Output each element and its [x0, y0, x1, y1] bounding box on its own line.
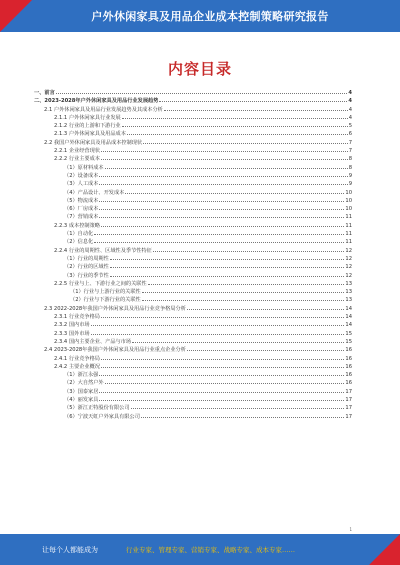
toc-entry[interactable]	[34, 163, 352, 171]
toc-entry[interactable]	[34, 337, 352, 345]
toc-leader-dots	[122, 113, 348, 119]
toc-entry-label: （1）行业与上游行业的关联性	[70, 289, 141, 296]
toc-entry[interactable]	[34, 113, 352, 121]
toc-entry-label: 2.2.5 行业与上、下游行业之间的关联性	[54, 280, 147, 287]
toc-leader-dots	[110, 262, 345, 268]
toc-leader-dots	[99, 171, 347, 177]
toc-entry[interactable]	[34, 129, 352, 137]
toc-entry-page: 10	[345, 206, 352, 213]
toc-leader-dots	[148, 279, 345, 285]
toc-entry-page: 7	[348, 139, 352, 146]
report-title: 户外休闲家具及用品企业成本控制策略研究报告	[91, 10, 329, 23]
toc-entry[interactable]	[34, 229, 352, 237]
toc-leader-dots	[164, 105, 348, 111]
toc-entry-page: 6	[348, 131, 352, 138]
toc-entry-page: 4	[348, 98, 352, 105]
toc-leader-dots	[91, 320, 345, 326]
toc-entry-page: 17	[345, 388, 352, 395]
toc-leader-dots	[99, 370, 344, 376]
toc-entry-label: （1）行业的周期性	[64, 255, 109, 262]
toc-entry[interactable]	[34, 312, 352, 320]
toc-entry-page: 13	[345, 297, 352, 304]
toc-entry[interactable]	[34, 378, 352, 386]
toc-entry-page: 16	[345, 355, 352, 362]
toc-entry[interactable]	[34, 370, 352, 378]
toc-entry-page: 5	[348, 123, 352, 130]
toc-entry-page: 16	[345, 380, 352, 387]
toc-leader-dots	[56, 88, 348, 94]
toc-entry-page: 17	[345, 413, 352, 420]
table-of-contents	[34, 88, 352, 420]
toc-entry-page: 16	[345, 363, 352, 370]
toc-leader-dots	[94, 237, 344, 243]
toc-entry-page: 4	[348, 114, 352, 121]
toc-leader-dots	[101, 362, 344, 368]
toc-entry-page: 14	[345, 314, 352, 321]
toc-entry-page: 17	[345, 405, 352, 412]
footer-slogan: 让每个人都能成为	[42, 546, 98, 554]
toc-entry[interactable]	[34, 221, 352, 229]
toc-entry-label: （5）物流成本	[64, 197, 99, 204]
toc-entry-label: 2.1.1 户外休闲家具行业发展	[54, 114, 121, 121]
toc-entry[interactable]	[34, 88, 352, 96]
toc-entry-label: （5）浙江正特股份有限公司	[64, 405, 130, 412]
footer-red-corner	[369, 534, 400, 565]
toc-leader-dots	[99, 387, 344, 393]
toc-entry-page: 8	[348, 156, 352, 163]
toc-entry-label: （2）大自然户外	[64, 380, 104, 387]
toc-entry-label: （3）国泰家居	[64, 388, 99, 395]
toc-leader-dots	[131, 403, 345, 409]
toc-entry[interactable]	[34, 204, 352, 212]
toc-entry[interactable]	[34, 395, 352, 403]
toc-entry[interactable]	[34, 271, 352, 279]
toc-entry-page: 11	[345, 239, 352, 246]
toc-entry[interactable]	[34, 188, 352, 196]
toc-heading: 内容目录	[167, 60, 232, 78]
toc-entry[interactable]	[34, 254, 352, 262]
toc-leader-dots	[101, 221, 344, 227]
toc-entry[interactable]	[34, 387, 352, 395]
toc-leader-dots	[110, 271, 345, 277]
toc-entry-page: 9	[348, 172, 352, 179]
toc-entry-page: 12	[345, 247, 352, 254]
toc-entry[interactable]	[34, 196, 352, 204]
toc-entry-page: 11	[345, 222, 352, 229]
toc-entry-label: 2.3.4 国内主要企业、产品与市场	[54, 338, 132, 345]
toc-entry-label: 2.2.1 企业经营现状	[54, 148, 100, 155]
toc-entry[interactable]	[34, 96, 352, 104]
footer-roles: 行业专家、管理专家、营销专家、战略专家、成本专家……	[126, 546, 295, 554]
toc-entry-label: 2.2.2 行业主要成本	[54, 156, 100, 163]
toc-entry[interactable]	[34, 262, 352, 270]
toc-entry[interactable]	[34, 287, 352, 295]
toc-leader-dots	[105, 378, 345, 384]
toc-leader-dots	[99, 395, 344, 401]
toc-entry-page: 10	[345, 197, 352, 204]
toc-leader-dots	[122, 121, 348, 127]
toc-leader-dots	[132, 337, 344, 343]
toc-leader-dots	[91, 329, 345, 335]
page-number: 1	[349, 527, 352, 532]
toc-entry-label: （3）行业的季节性	[64, 272, 109, 279]
toc-entry-page: 4	[348, 90, 352, 96]
toc-entry-label: 2.4.2 主要企业概况	[54, 363, 100, 370]
toc-entry[interactable]	[34, 362, 352, 370]
toc-entry-label: 2.1.3 户外休闲家具及用品成本	[54, 131, 126, 138]
toc-entry-label: （2）行业与下游行业的关联性	[70, 297, 141, 304]
toc-entry-label: （1）自动化	[64, 231, 94, 238]
toc-leader-dots	[101, 354, 344, 360]
toc-entry-label: （4）丽发家具	[64, 396, 99, 403]
toc-entry-page: 7	[348, 148, 352, 155]
toc-entry-page: 14	[345, 322, 352, 329]
toc-entry[interactable]	[34, 146, 352, 154]
toc-entry-label: （4）产品设计、开发成本	[64, 189, 125, 196]
toc-entry-page: 4	[348, 106, 352, 113]
toc-entry[interactable]	[34, 246, 352, 254]
toc-entry-label: 2.3.1 行业竞争格局	[54, 314, 100, 321]
toc-entry[interactable]	[34, 121, 352, 129]
toc-leader-dots	[187, 345, 344, 351]
toc-entry-page: 13	[345, 280, 352, 287]
toc-entry[interactable]	[34, 105, 352, 113]
toc-entry-label: 一、前言	[34, 90, 55, 96]
toc-entry[interactable]	[34, 179, 352, 187]
toc-entry-page: 17	[345, 396, 352, 403]
toc-entry-page: 15	[345, 330, 352, 337]
toc-entry-label: 2.1.2 行业的上游和下游行业	[54, 123, 121, 130]
toc-entry[interactable]	[34, 304, 352, 312]
toc-leader-dots	[127, 129, 348, 135]
toc-entry-label: 2.3 2022-2028年我国户外休闲家具及用品行业竞争格局分析	[44, 305, 186, 312]
toc-entry[interactable]	[34, 295, 352, 303]
toc-entry[interactable]	[34, 237, 352, 245]
toc-leader-dots	[142, 295, 345, 301]
toc-entry-page: 10	[345, 189, 352, 196]
toc-entry[interactable]	[34, 412, 352, 420]
toc-entry[interactable]	[34, 354, 352, 362]
toc-entry[interactable]	[34, 171, 352, 179]
toc-leader-dots	[143, 138, 348, 144]
toc-entry-page: 12	[345, 272, 352, 279]
toc-entry-page: 12	[345, 264, 352, 271]
toc-leader-dots	[159, 96, 347, 102]
toc-entry-page: 16	[345, 372, 352, 379]
toc-entry[interactable]	[34, 329, 352, 337]
toc-leader-dots	[125, 188, 344, 194]
toc-entry-page: 8	[348, 164, 352, 171]
toc-leader-dots	[110, 254, 345, 260]
toc-entry-label: （2）行业的区域性	[64, 264, 109, 271]
toc-entry-label: 2.2.3 成本控制策略	[54, 222, 100, 229]
footer-bar	[0, 534, 400, 565]
toc-entry-label: （6）厂房成本	[64, 206, 99, 213]
toc-entry-page: 14	[345, 305, 352, 312]
toc-entry[interactable]	[34, 345, 352, 353]
toc-entry-label: （1）浙江永强	[64, 372, 99, 379]
toc-entry-label: 2.2.4 行业的周期性、区域性及季节性特征	[54, 247, 152, 254]
toc-entry[interactable]	[34, 138, 352, 146]
toc-entry-label: （3）人工成本	[64, 181, 99, 188]
toc-entry-label: （7）营销成本	[64, 214, 99, 221]
toc-entry-page: 9	[348, 181, 352, 188]
toc-leader-dots	[99, 196, 344, 202]
toc-entry-label: 2.1 户外休闲家具及用品行业发展趋势及其成本分析	[44, 106, 163, 113]
toc-entry-label: （2）设备成本	[64, 172, 99, 179]
toc-entry-label: 2.4.1 行业竞争格局	[54, 355, 100, 362]
toc-leader-dots	[187, 304, 344, 310]
toc-leader-dots	[141, 412, 344, 418]
toc-entry-page: 13	[345, 289, 352, 296]
toc-entry-page: 15	[345, 338, 352, 345]
toc-entry[interactable]	[34, 212, 352, 220]
toc-entry-label: 2.3.3 国外市场	[54, 330, 90, 337]
toc-entry-label: （6）宁波天虹户外家具有限公司	[64, 413, 140, 420]
toc-entry[interactable]	[34, 320, 352, 328]
toc-leader-dots	[94, 229, 344, 235]
toc-entry-label: （2）信息化	[64, 239, 94, 246]
toc-entry[interactable]	[34, 403, 352, 411]
toc-entry[interactable]	[34, 279, 352, 287]
toc-entry-page: 16	[345, 347, 352, 354]
header-red-corner	[0, 0, 32, 32]
toc-leader-dots	[99, 212, 344, 218]
toc-entry-page: 12	[345, 255, 352, 262]
toc-leader-dots	[101, 312, 344, 318]
toc-leader-dots	[99, 179, 347, 185]
toc-leader-dots	[105, 163, 348, 169]
toc-leader-dots	[153, 246, 345, 252]
toc-entry-label: 2.3.2 国内市场	[54, 322, 90, 329]
toc-entry[interactable]	[34, 154, 352, 162]
toc-leader-dots	[101, 146, 348, 152]
toc-leader-dots	[142, 287, 345, 293]
toc-entry-page: 11	[345, 214, 352, 221]
toc-entry-label: 2.4 2023-2028年我国户外休闲家具及用品行业重点企业分析	[44, 347, 186, 354]
toc-entry-page: 11	[345, 231, 352, 238]
toc-entry-label: 二、2023-2028年户外休闲家具及用品行业发展趋势	[34, 98, 159, 105]
toc-entry-label: （1）原材料成本	[64, 164, 104, 171]
toc-leader-dots	[101, 154, 348, 160]
toc-entry-label: 2.2 我国户外休闲家具及用品成本控制现状	[44, 139, 143, 146]
header-bar	[0, 0, 400, 32]
toc-leader-dots	[99, 204, 344, 210]
